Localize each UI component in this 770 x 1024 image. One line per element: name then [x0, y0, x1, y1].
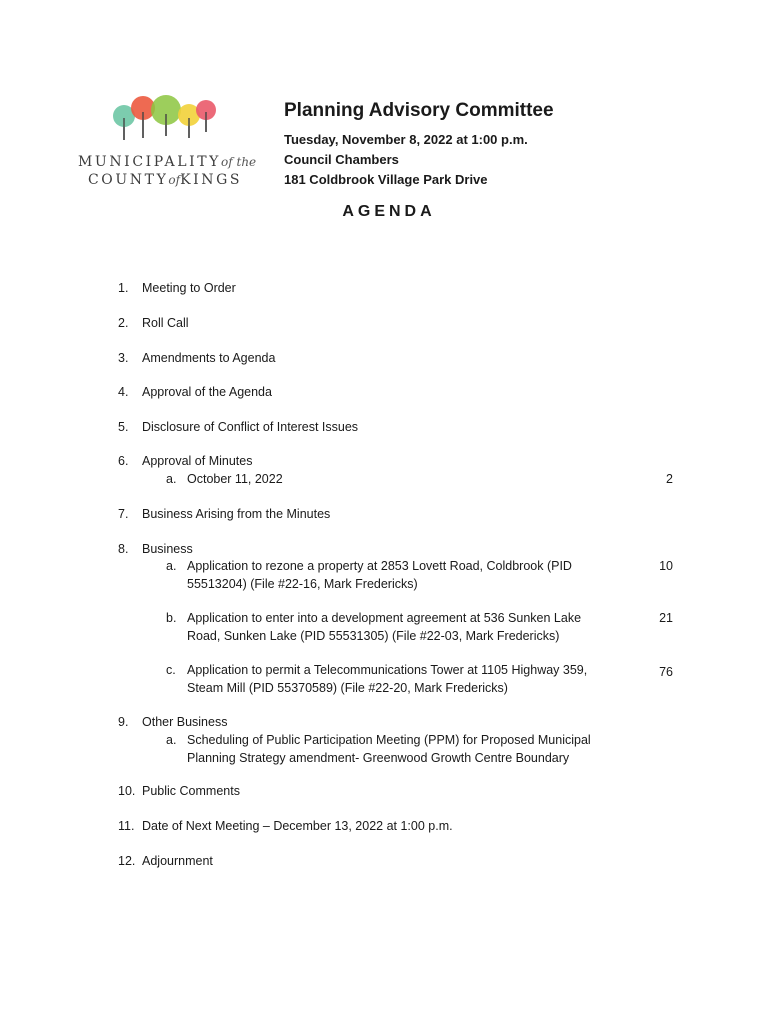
subitem-letter: b.: [166, 611, 177, 625]
agenda-title: AGENDA: [342, 203, 436, 220]
agenda-item: [118, 315, 189, 333]
logo-of-the: of the: [221, 155, 257, 169]
item-label: Approval of the Agenda: [142, 385, 272, 399]
item-number: 7.: [118, 507, 129, 521]
item-label: Roll Call: [142, 316, 189, 330]
subitem-letter: a.: [166, 733, 177, 747]
agenda-item: [118, 384, 272, 402]
item-label: Business Arising from the Minutes: [142, 507, 331, 521]
agenda-item: [118, 818, 453, 836]
item-number: 8.: [118, 542, 129, 556]
agenda-item: [118, 714, 227, 732]
agenda-item: [118, 280, 236, 298]
agenda-item: [118, 453, 252, 471]
meeting-date: Tuesday, November 8, 2022 at 1:00 p.m.: [284, 132, 528, 147]
subitem-letter: c.: [166, 663, 176, 677]
item-label: Adjournment: [142, 854, 213, 868]
agenda-item: [118, 853, 213, 871]
item-label: Disclosure of Conflict of Interest Issues: [142, 420, 359, 434]
subitem-text: Scheduling of Public Participation Meeting (PPM) for Proposed Municipal Planning Strategy amendment- Greenwood Growth Centre Boundary: [187, 733, 591, 765]
subitem-letter: a.: [166, 559, 177, 573]
meeting-location: Council Chambers: [284, 152, 399, 167]
item-label: Amendments to Agenda: [142, 351, 276, 365]
item-label: Approval of Minutes: [142, 454, 253, 468]
item-number: 5.: [118, 420, 129, 434]
agenda-item: [118, 506, 330, 524]
item-label: Date of Next Meeting – December 13, 2022 at 1:00 p.m.: [142, 819, 453, 833]
item-number: 3.: [118, 351, 129, 365]
page-reference: 76: [659, 665, 673, 679]
item-number: 1.: [118, 281, 129, 295]
subitem-text: Application to permit a Telecommunications Tower at 1105 Highway 359, Steam Mill (PID 55370589) (File #22-20, Mark Fredericks): [187, 663, 588, 695]
item-label: Public Comments: [142, 784, 240, 798]
agenda-item: [118, 350, 275, 368]
logo-kings: KINGS: [180, 172, 243, 188]
subitem-text: October 11, 2022: [187, 472, 283, 486]
item-number: 12.: [118, 854, 136, 868]
logo-municipality: MUNICIPALITY: [78, 154, 222, 170]
item-number: 11.: [118, 819, 135, 833]
item-number: 6.: [118, 454, 129, 468]
item-number: 10.: [118, 784, 136, 798]
item-number: 4.: [118, 385, 129, 399]
item-label: Meeting to Order: [142, 281, 236, 295]
subitem-letter: a.: [166, 472, 177, 486]
item-number: 2.: [118, 316, 129, 330]
page-reference: 10: [659, 559, 673, 573]
subitem-text: Application to rezone a property at 2853 Lovett Road, Coldbrook (PID 55513204) (File #22-16, Mark Fredericks): [187, 559, 572, 591]
page-reference: 2: [666, 472, 673, 486]
item-number: 9.: [118, 715, 129, 729]
logo-county: COUNTY: [88, 172, 169, 188]
agenda-item: [118, 783, 240, 801]
item-label: Other Business: [142, 715, 228, 729]
committee-title: Planning Advisory Committee: [284, 100, 554, 121]
page-reference: 21: [659, 611, 673, 625]
logo-of: of: [168, 173, 181, 187]
item-label: Business: [142, 542, 193, 556]
meeting-address: 181 Coldbrook Village Park Drive: [284, 172, 488, 187]
subitem-text: Application to enter into a development agreement at 536 Sunken Lake Road, Sunken Lake (PID 55531305) (File #22-03, Mark Fredericks): [187, 611, 582, 643]
agenda-item: [118, 419, 358, 437]
agenda-item: [118, 541, 193, 559]
